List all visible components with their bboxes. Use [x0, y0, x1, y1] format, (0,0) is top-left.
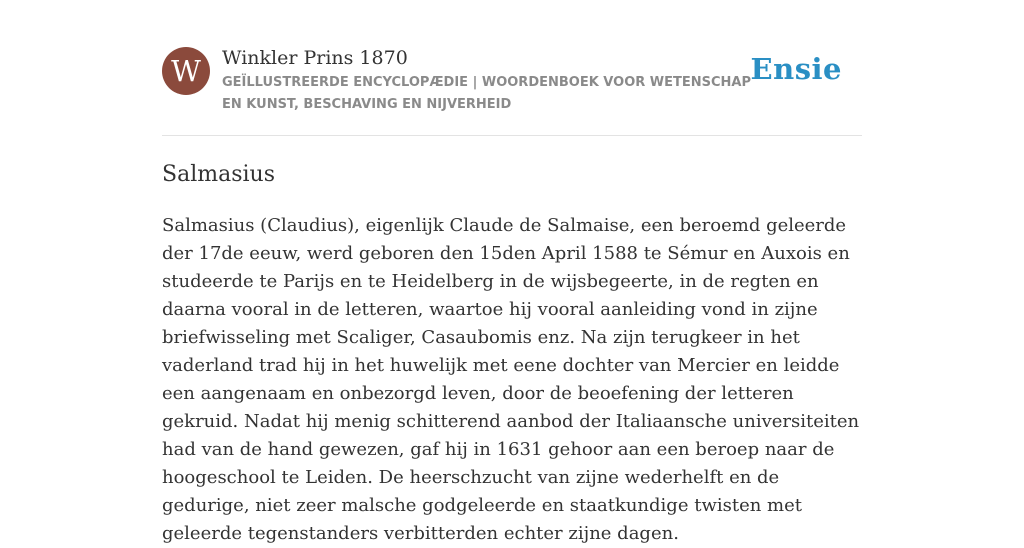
- entry-title: Salmasius: [162, 162, 275, 187]
- ensie-logo-link[interactable]: Ensie: [750, 52, 842, 86]
- book-title[interactable]: Winkler Prins 1870: [222, 47, 408, 69]
- book-avatar[interactable]: W: [162, 47, 210, 95]
- entry-body: Salmasius (Claudius), eigenlijk Claude de Salmaise, een beroemd geleerde der 17de eeuw, werd geboren den 15den April 1588 te Sémur en Auxois en studeerde te Parijs en te Heidelberg in de wijsbegeerte, in de regten en daarna vooral in de letteren, waartoe hij vooral aanleiding vond in zijne briefwisseling met Scaliger, Casaubomis enz. Na zijn terugkeer in het vaderland trad hij in het huwelijk met eene dochter van Mercier en leidde een aangenaam en onbezorgd leven, door de beoefening der letteren gekruid. Nadat hij menig schitterend aanbod der Italiaansche universiteiten had van de hand gewezen, gaf hij in 1631 gehoor aan een beroep naar de hoogeschool te Leiden. De heerschzucht van zijne wederhelft en de gedurige, niet zeer malsche godgeleerde en staatkundige twisten met geleerde tegenstanders verbitterden echter zijne dagen.: [162, 215, 860, 544]
- book-header: [162, 44, 862, 134]
- header-divider: [162, 135, 862, 136]
- book-subtitle: GEÏLLUSTREERDE ENCYCLOPÆDIE | WOORDENBOEK VOOR WETENSCHAP EN KUNST, BESCHAVING EN NIJVERHEID: [222, 75, 751, 112]
